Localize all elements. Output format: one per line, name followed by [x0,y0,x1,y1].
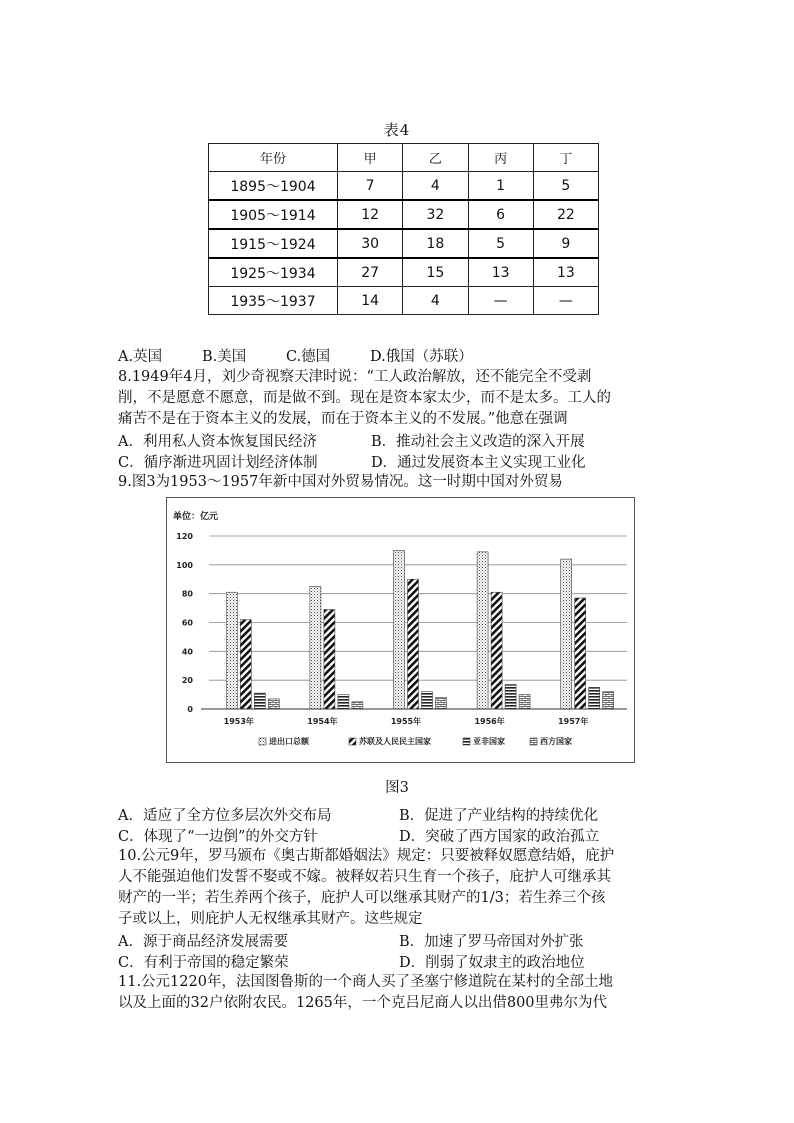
table-cell: 1905～1914 [209,200,338,229]
bar-dots [561,559,572,709]
y-tick-label: 20 [181,676,193,686]
table-cell: 7 [338,172,403,201]
q9-option-b: B．促进了产业结构的持续优化 [399,808,599,824]
table-cell: 14 [338,287,403,315]
table-cell: 15 [403,258,468,287]
table-row [209,258,599,287]
table-header-cell: 丁 [533,144,598,172]
bar-diagonal [240,620,251,709]
figure-3-chart [166,497,635,763]
table-cell: 1895～1904 [209,172,338,201]
q7-option-d: D.俄国（苏联） [370,349,473,365]
table-cell: 5 [468,229,533,258]
bar-diagonal [575,598,586,709]
q7-option-a: A.英国 [118,349,163,365]
table-cell: 32 [403,200,468,229]
table-cell: 1935～1937 [209,287,338,315]
table-cell: 4 [403,287,468,315]
table-cell: 22 [533,200,598,229]
table-header-row [209,144,599,172]
table-cell: 1915～1924 [209,229,338,258]
table-title: 表4 [383,121,411,139]
table-row [209,172,599,201]
trade-bar-chart [167,498,634,762]
q11-stem-line: 以及上面的32户依附农民。1265年，一个克吕尼商人以出借800里弗尔为代 [118,995,608,1011]
bar-dots [394,550,405,709]
legend-swatch-horizontal [463,738,470,745]
q10-stem-line: 财产的一半；若生养两个孩子，庇护人可以继承其财产的1/3；若生养三个孩 [118,890,606,906]
q10-stem-line: 子或以上，则庇护人无权继承其财产。这些规定 [118,911,423,927]
y-tick-label: 60 [181,618,193,628]
x-tick-label: 1954年 [307,717,338,726]
y-tick-label: 120 [176,532,193,541]
table-cell: — [533,287,598,315]
legend-swatch-diagonal [349,738,356,745]
bar-dots [310,586,321,709]
table-cell: 30 [338,229,403,258]
table-header-cell: 乙 [403,144,468,172]
x-tick-label: 1955年 [390,717,422,726]
legend-label: 苏联及人民民主国家 [359,737,431,746]
table-cell: 4 [403,172,468,201]
q10-option-b: B．加速了罗马帝国对外扩张 [399,934,584,950]
table-cell: 27 [338,258,403,287]
bar-brick [268,699,279,709]
table-header-cell: 年份 [209,144,338,172]
y-tick-label: 0 [187,705,193,714]
y-tick-label: 80 [181,589,193,599]
bar-diagonal [324,610,335,709]
q8-option-a: A．利用私人资本恢复国民经济 [118,434,317,450]
table-row [209,200,599,229]
q10-option-a: A．源于商品经济发展需要 [118,934,288,950]
y-tick-label: 40 [181,647,193,657]
table-cell: 12 [338,200,403,229]
legend-label: 西方国家 [540,737,572,746]
bar-diagonal [408,579,419,709]
table-row [209,229,599,258]
q10-option-d: D．削弱了奴隶主的政治地位 [399,955,585,971]
bar-horizontal [422,692,433,709]
legend-label: 进出口总额 [269,737,309,746]
y-tick-label: 100 [176,560,193,570]
q9-stem-line: 9.图3为1953～1957年新中国对外贸易情况。这一时期中国对外贸易 [118,474,563,490]
bar-dots [226,592,237,709]
table-cell: 1 [468,172,533,201]
table-cell: 9 [533,229,598,258]
bar-dots [477,552,488,709]
table-row [209,287,599,315]
q9-option-c: C．体现了“一边倒”的外交方针 [118,829,318,845]
bar-horizontal [338,695,349,709]
q10-option-c: C．有利于帝国的稳定繁荣 [118,955,289,971]
q9-option-d: D．突破了西方国家的政治孤立 [399,829,600,845]
legend-label: 亚非国家 [473,737,505,746]
table-header-cell: 甲 [338,144,403,172]
q11-stem-line: 11.公元1220年，法国图鲁斯的一个商人买了圣塞宁修道院在某村的全部土地 [118,974,613,990]
table-cell: 18 [403,229,468,258]
table-cell: 6 [468,200,533,229]
q8-stem-line: 痛苦不是在于资本主义的发展，而在于资本主义的不发展。”他意在强调 [118,411,568,427]
legend-swatch-dots [259,738,266,745]
bar-horizontal [505,684,516,709]
bar-brick [436,697,447,709]
y-axis-label: 单位：亿元 [173,512,219,522]
data-table-4 [208,143,599,315]
table-header-cell: 丙 [468,144,533,172]
bar-brick [519,695,530,709]
q7-option-c: C.德国 [286,349,331,365]
x-tick-label: 1956年 [474,717,505,726]
q10-stem-line: 人不能强迫他们发誓不娶或不嫁。被释奴若只生育一个孩子，庇护人可继承其 [118,869,611,885]
table-cell: 5 [533,172,598,201]
q8-stem-line: 8.1949年4月，刘少奇视察天津时说：“工人政治解放，还不能完全不受剥 [118,369,592,385]
bar-horizontal [589,687,600,709]
x-tick-label: 1953年 [223,717,254,726]
q9-option-a: A．适应了全方位多层次外交布局 [118,808,332,824]
table-cell: 1925～1934 [209,258,338,287]
bar-brick [352,702,363,709]
bar-brick [603,692,614,709]
table-cell: 13 [533,258,598,287]
bar-diagonal [491,592,502,709]
q8-option-d: D．通过发展资本主义实现工业化 [371,455,586,471]
q8-stem-line: 削，不是愿意不愿意，而是做不到。现在是资本家太少，而不是太多。工人的 [118,390,611,406]
bar-horizontal [254,693,265,709]
figure-caption: 图3 [385,780,409,796]
q7-option-b: B.美国 [202,349,247,365]
q8-option-c: C．循序渐进巩固计划经济体制 [118,455,318,471]
table-cell: 13 [468,258,533,287]
table-cell: — [468,287,533,315]
q10-stem-line: 10.公元9年，罗马颁布《奥古斯都婚姻法》规定：只要被释奴愿意结婚，庇护 [118,848,615,864]
q8-option-b: B．推动社会主义改造的深入开展 [371,434,585,450]
x-tick-label: 1957年 [558,717,589,726]
legend-swatch-brick [530,738,537,745]
